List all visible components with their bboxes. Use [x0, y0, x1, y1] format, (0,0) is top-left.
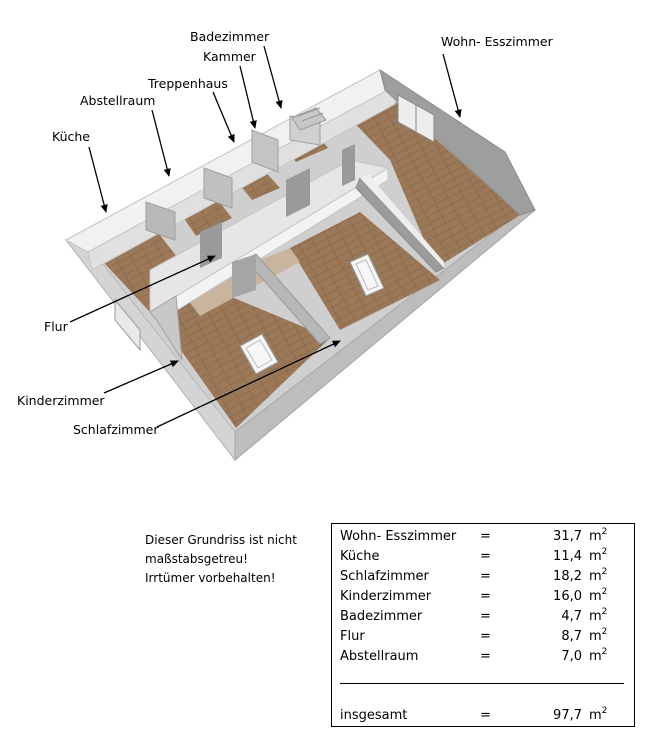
area-value: 31,7 [553, 529, 582, 544]
area-value: 7,0 [561, 649, 582, 664]
arrow-abstellraum [152, 110, 169, 176]
arrow-kinderzimmer [104, 361, 178, 393]
area-unit: $m^2$ [589, 706, 608, 723]
area-value: 11,4 [553, 549, 582, 564]
equals-sign: = [480, 589, 491, 604]
area-value: 18,2 [553, 569, 582, 584]
label-kueche: Küche [52, 129, 90, 144]
equals-sign: = [480, 529, 491, 544]
room-name: Badezimmer [340, 609, 423, 624]
area-unit: $m^2$ [589, 547, 608, 564]
label-wohn-esszimmer: Wohn- Esszimmer [441, 34, 553, 49]
area-table [331, 523, 635, 727]
table-row [332, 627, 634, 647]
table-row [332, 567, 634, 587]
total-label: insgesamt [340, 708, 408, 723]
label-treppenhaus: Treppenhaus [148, 76, 228, 91]
table-row [332, 647, 634, 667]
label-badezimmer: Badezimmer [190, 29, 270, 44]
area-unit: $m^2$ [589, 627, 608, 644]
label-kinderzimmer: Kinderzimmer [17, 393, 105, 408]
area-unit: $m^2$ [589, 647, 608, 664]
label-schlafzimmer: Schlafzimmer [73, 422, 159, 437]
equals-sign: = [480, 609, 491, 624]
label-flur: Flur [44, 319, 68, 334]
area-unit: $m^2$ [589, 587, 608, 604]
table-total-row [332, 706, 634, 726]
equals-sign: = [480, 549, 491, 564]
arrow-kueche [89, 147, 106, 212]
disclaimer-note [145, 531, 315, 588]
arrow-badezimmer [264, 46, 281, 108]
room-name: Küche [340, 549, 380, 564]
table-row [332, 527, 634, 547]
label-kammer: Kammer [203, 49, 256, 64]
area-unit: $m^2$ [589, 567, 608, 584]
table-row [332, 587, 634, 607]
label-abstellraum: Abstellraum [80, 93, 156, 108]
room-name: Wohn- Esszimmer [340, 529, 457, 544]
area-unit: $m^2$ [589, 527, 608, 544]
note-line: Irrtümer vorbehalten! [145, 571, 276, 585]
equals-sign: = [480, 708, 491, 723]
equals-sign: = [480, 569, 491, 584]
room-name: Schlafzimmer [340, 569, 429, 584]
room-name: Kinderzimmer [340, 589, 432, 604]
area-value: 16,0 [553, 589, 582, 604]
note-line: Dieser Grundriss ist nicht [145, 533, 297, 547]
equals-sign: = [480, 649, 491, 664]
table-row [332, 547, 634, 567]
area-unit: $m^2$ [589, 607, 608, 624]
table-divider [340, 683, 624, 684]
room-name: Flur [340, 629, 365, 644]
arrow-treppenhaus [213, 92, 234, 142]
equals-sign: = [480, 629, 491, 644]
note-line: maßstabsgetreu! [145, 552, 248, 566]
arrow-wohn [443, 54, 460, 117]
arrow-kammer [240, 66, 255, 128]
table-row [332, 607, 634, 627]
area-value: 4,7 [561, 609, 582, 624]
area-value: 8,7 [561, 629, 582, 644]
room-name: Abstellraum [340, 649, 419, 664]
total-value: 97,7 [553, 708, 582, 723]
